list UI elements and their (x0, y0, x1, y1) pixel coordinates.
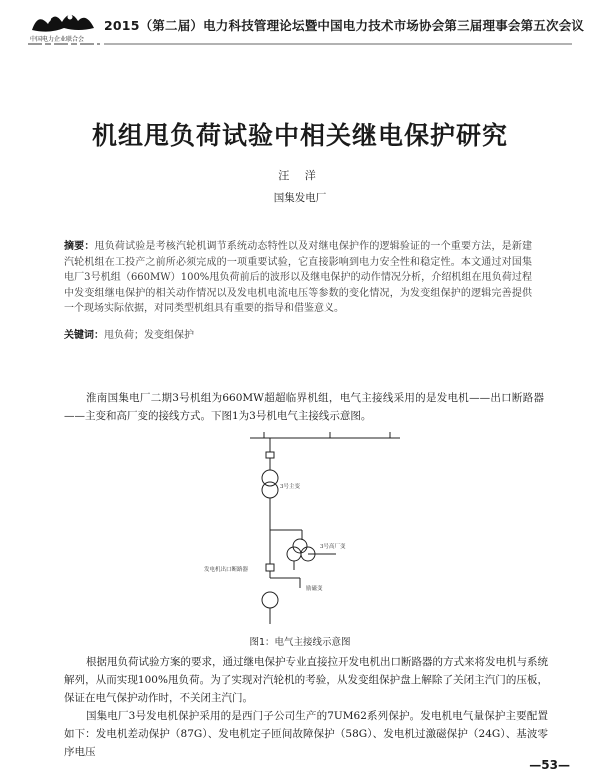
header-rule (28, 42, 572, 48)
generator-symbol (262, 592, 278, 608)
keywords (64, 326, 532, 341)
electrical-diagram (160, 428, 460, 628)
header-title: 2015（第二届）电力科技管理论坛暨中国电力技术市场协会第三届理事会第五次会议 (104, 18, 585, 33)
logo-icon (28, 6, 98, 44)
label-excitation-transformer: 励磁变 (306, 586, 323, 592)
author: 汪 洋 (278, 169, 322, 182)
logo-text: 中国电力企业联合会 (30, 36, 85, 43)
label-main-transformer: 3号主变 (280, 484, 300, 490)
abstract-label: 摘要： (64, 241, 95, 252)
keywords-text: 甩负荷；发变组保护 (104, 330, 194, 341)
main-transformer-winding (262, 482, 278, 498)
abstract (64, 239, 532, 317)
breaker-symbol (266, 564, 274, 571)
main-transformer-winding (262, 470, 278, 486)
body-paragraph-2: 根据甩负荷试验方案的要求，通过继电保护专业直接拉开发电机出口断路器的方式来将发电机与系统解列，从而实现100%甩负荷。为了实现对汽轮机的考验，从发变组保护盘上解除了关闭主汽门的压板，保证在电气保护动作时，不关闭主汽门。 (64, 656, 548, 704)
page-number: —53— (529, 758, 570, 772)
intro-paragraph: 淮南国集电厂二期3号机组为660MW超超临界机组，电气主接线采用的是发电机——出口断路器——主变和高厂变的接线方式。下图1为3号机电气主接线示意图。 (64, 392, 544, 422)
figure-caption: 图1：电气主接线示意图 (249, 637, 351, 648)
keywords-label: 关键词： (64, 330, 104, 341)
abstract-text: 甩负荷试验是考核汽轮机调节系统动态特性以及对继电保护作的逻辑验证的一个重要方法，是新建汽轮机组在工投产之前所必须完成的一项重要试验，它直接影响到电力安全性和稳定性。本文通过对国集电厂3号机组（660MW）100%甩负荷前后的波形以及继电保护的动作情况分析，介绍机组在甩负荷过程中发变组继电保护的相关动作情况以及发电机电流电压等参数的变化情况，为发变组保护的逻辑完善提供一个现场实际依据，对同类型机组具有重要的指导和借鉴意义。 (64, 241, 533, 314)
label-hv-transformer: 3号高厂变 (320, 544, 346, 550)
affiliation: 国集发电厂 (273, 192, 327, 204)
body-paragraph-3: 国集电厂3号发电机保护采用的是西门子公司生产的7UM62系列保护。发电机电气量保护主要配置如下：发电机差动保护（87G）、发电机定子匝间故障保护（58G）、发电机过激磁保护（24G）、基波零序电压 (64, 710, 548, 758)
paper-title: 机组甩负荷试验中相关继电保护研究 (91, 121, 508, 150)
label-generator-breaker: 发电机出口断路器 (204, 567, 249, 573)
